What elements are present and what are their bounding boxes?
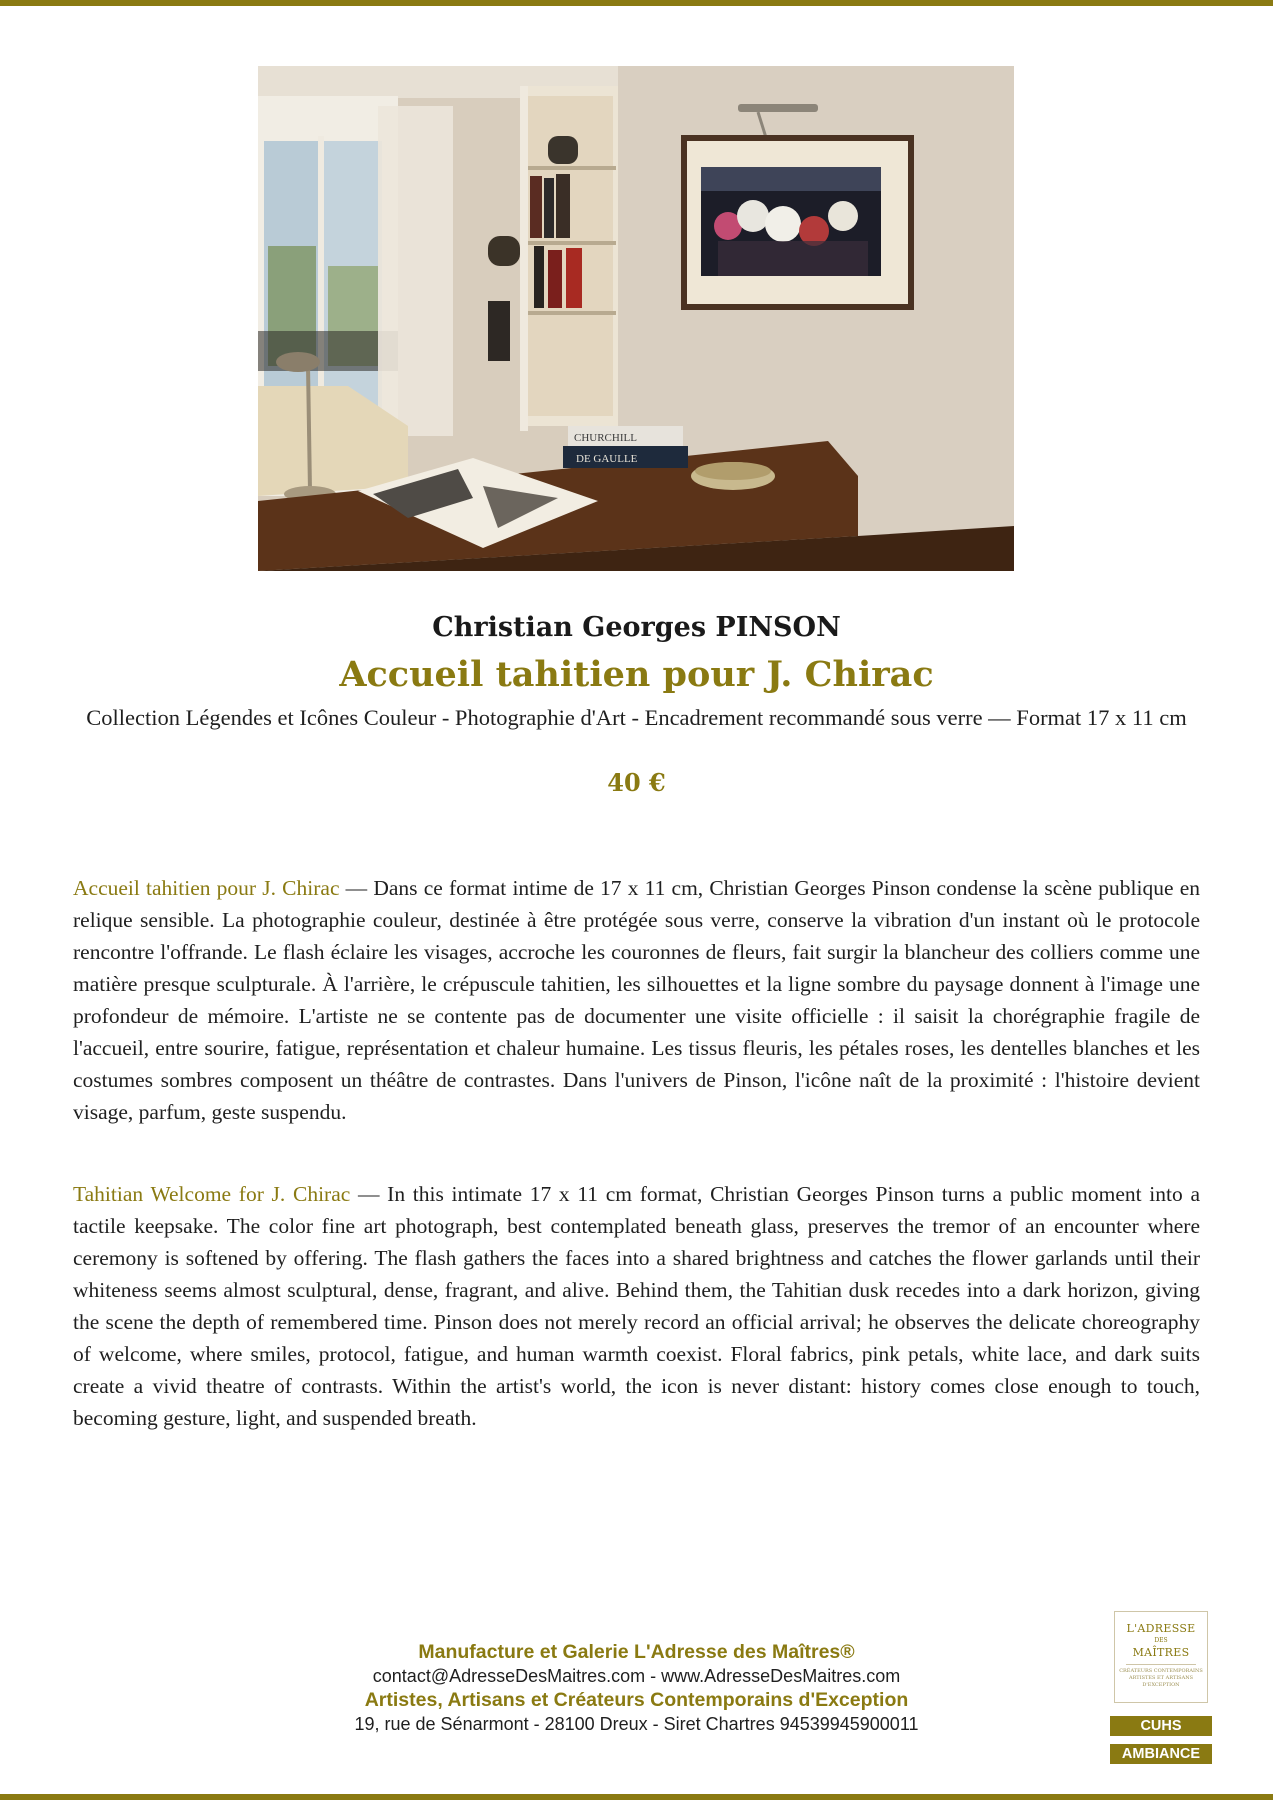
book-spine-churchill: CHURCHILL <box>574 432 637 444</box>
book-spine-de-gaulle: DE GAULLE <box>576 453 638 465</box>
logo-tagline: CRÉATEURS CONTEMPORAINS ARTISTES ET ARTISANS D'EXCEPTION <box>1119 1668 1203 1688</box>
description-english-text: — In this intimate 17 x 11 cm format, Christian Georges Pinson turns a public moment into a tactile keepsake. The color fine art photograph, best contemplated beneath glass, preserves the tremor of an encounter where ceremony is softened by offering. The flash gathers the faces into a shared brightness and catches the flower garlands until their whiteness seems almost sculptural, dense, fragrant, and alive. Behind them, the Tahitian dusk recedes into a dark horizon, giving the scene the depth of remembered time. Pinson does not merely record an official arrival; he observes the delicate choreography of welcome, where smiles, protocol, fatigue, and human warmth coexist. Floral fabrics, pink petals, white lace, and dark suits create a vivid theatre of contrasts. Within the artist's world, the icon is never distant: history comes close enough to touch, becoming gesture, light, and suspended breath. <box>73 1182 1200 1430</box>
description-french-text: — Dans ce format intime de 17 x 11 cm, Christian Georges Pinson condense la scène publique en relique sensible. La photographie couleur, destinée à être protégée sous verre, conserve la vibration d'un instant où le protocole rencontre l'offrande. Le flash éclaire les visages, accroche les couronnes de fleurs, fait surgir la blancheur des colliers comme une matière presque sculpturale. À l'arrière, le crépuscule tahitien, les silhouettes et la ligne sombre du paysage donnent à l'image une profondeur de mémoire. L'artiste ne se contente pas de documenter une visite officielle : il saisit la chorégraphie fragile de l'accueil, entre sourire, fatigue, représentation et chaleur humaine. Les tissus fleuris, les pétales roses, les dentelles blanches et les costumes sombres composent un théâtre de contrastes. Dans l'univers de Pinson, l'icône naît de la proximité : l'histoire devient visage, parfum, geste suspendu. <box>73 876 1200 1124</box>
logo-line-1: L'ADRESSE <box>1126 1622 1196 1635</box>
description-french-lead: Accueil tahitien pour J. Chirac <box>73 876 340 900</box>
artwork-details: Collection Légendes et Icônes Couleur - Photographie d'Art - Encadrement recommandé sous verre — Format 17 x 11 cm <box>86 705 1187 730</box>
room-scene-illustration <box>258 66 1014 571</box>
artwork-price: 40 € <box>607 768 666 797</box>
artist-name: Christian Georges PINSON <box>432 612 841 643</box>
logo-divider <box>1126 1664 1196 1665</box>
logo-line-2: DES <box>1154 1637 1168 1644</box>
footer-contact: contact@AdresseDesMaitres.com - www.AdresseDesMaitres.com <box>372 1666 901 1686</box>
bottom-accent-bar <box>0 1794 1273 1800</box>
footer-tagline: Artistes, Artisans et Créateurs Contemporains d'Exception <box>364 1689 909 1711</box>
tag-ambiance: AMBIANCE <box>1110 1744 1212 1764</box>
tag-cuhs: CUHS <box>1110 1716 1212 1736</box>
footer-address: 19, rue de Sénarmont - 28100 Dreux - Siret Chartres 94539945900011 <box>354 1714 919 1734</box>
footer-gallery-name: Manufacture et Galerie L'Adresse des Maîtres® <box>418 1641 855 1663</box>
artwork-room-photo <box>258 66 1014 571</box>
gallery-footer <box>0 1640 1273 1736</box>
description-english <box>73 1178 1200 1434</box>
logo-line-3: MAÎTRES <box>1132 1646 1190 1659</box>
description-english-lead: Tahitian Welcome for J. Chirac <box>73 1182 351 1206</box>
description-french <box>73 872 1200 1128</box>
top-accent-bar <box>0 0 1273 6</box>
artwork-title: Accueil tahitien pour J. Chirac <box>339 654 934 695</box>
gallery-logo <box>1114 1611 1208 1703</box>
